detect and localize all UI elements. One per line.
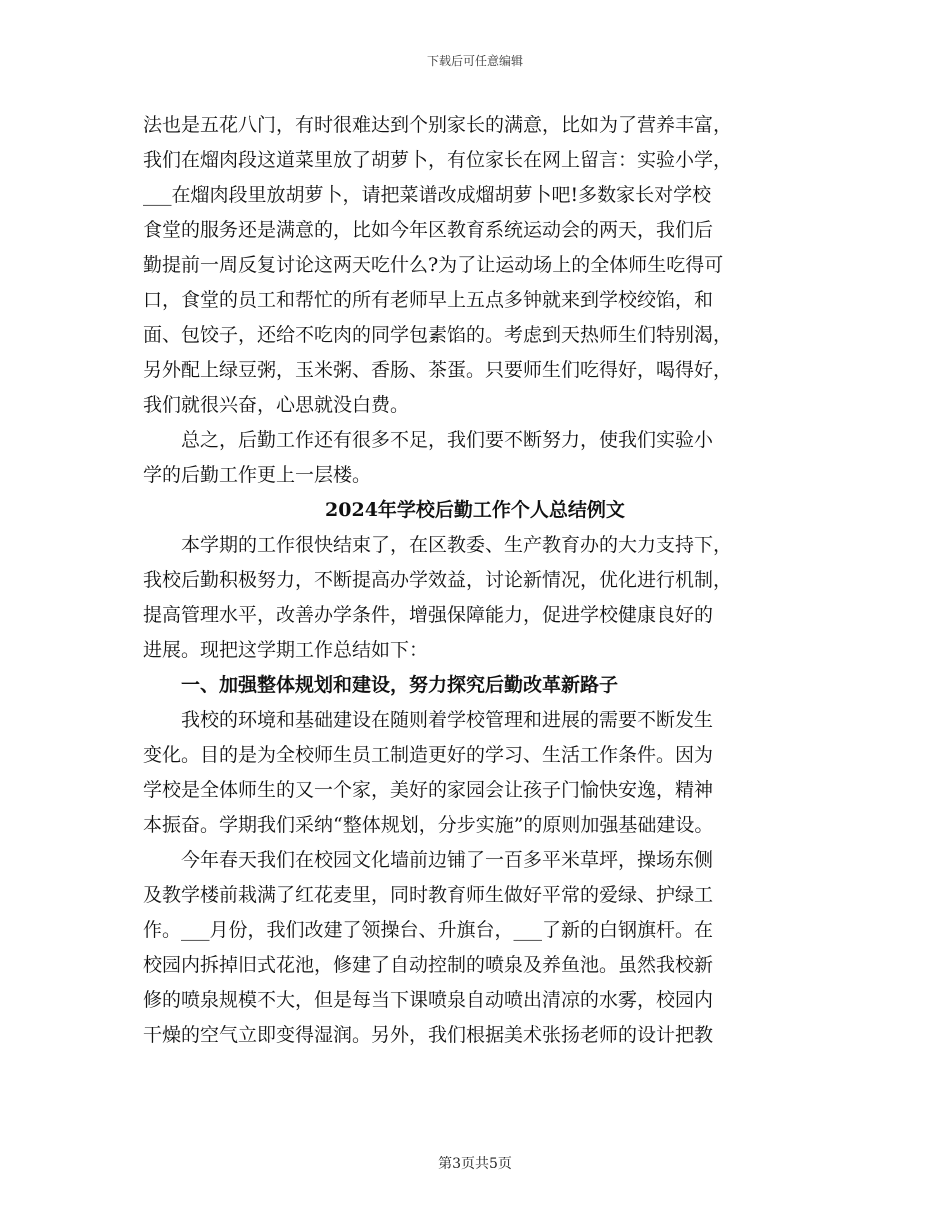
- body-line: 今年春天我们在校园文化墙前边铺了一百多平米草坪，操场东侧: [143, 849, 714, 871]
- body-line: ___在熘肉段里放胡萝卜，请把菜谱改成熘胡萝卜吧!多数家长对学校: [143, 184, 712, 206]
- body-line: 面、包饺子，还给不吃肉的同学包素馅的。考虑到天热师生们特别渴，: [143, 324, 733, 346]
- article-title: 2024年学校后勤工作个人总结例文: [325, 499, 625, 521]
- body-line: 我校后勤积极努力，不断提高办学效益，讨论新情况，优化进行机制，: [143, 569, 733, 591]
- body-line: 我校的环境和基础建设在随则着学校管理和进展的需要不断发生: [143, 709, 714, 731]
- body-line: 提高管理水平，改善办学条件，增强保障能力，促进学校健康良好的: [143, 604, 714, 626]
- body-line: 学校是全体师生的又一个家，美好的家园会让孩子门愉快安逸，精神: [143, 779, 714, 801]
- body-line: 修的喷泉规模不大，但是每当下课喷泉自动喷出清凉的水雾，校园内: [143, 989, 714, 1011]
- body-line: 校园内拆掉旧式花池，修建了自动控制的喷泉及养鱼池。虽然我校新: [143, 954, 714, 976]
- body-line: 我们就很兴奋，心思就没白费。: [143, 394, 410, 416]
- body-line: 本学期的工作很快结束了，在区教委、生产教育办的大力支持下，: [143, 534, 733, 556]
- body-line: 总之，后勤工作还有很多不足，我们要不断努力，使我们实验小: [143, 429, 714, 451]
- body-line: 勤提前一周反复讨论这两天吃什么?为了让运动场上的全体师生吃得可: [143, 254, 724, 276]
- body-line: 学的后勤工作更上一层楼。: [143, 464, 372, 486]
- body-line: 作。___月份，我们改建了领操台、升旗台，___了新的白钢旗杆。在: [143, 919, 714, 941]
- body-line: 变化。目的是为全校师生员工制造更好的学习、生活工作条件。因为: [143, 744, 714, 766]
- body-line: 口，食堂的员工和帮忙的所有老师早上五点多钟就来到学校绞馅，和: [143, 289, 714, 311]
- body-line: 我们在熘肉段这道菜里放了胡萝卜，有位家长在网上留言：实验小学，: [143, 149, 733, 171]
- body-line: 法也是五花八门，有时很难达到个别家长的满意，比如为了营养丰富，: [143, 114, 733, 136]
- body-line: 干燥的空气立即变得湿润。另外，我们根据美术张扬老师的设计把教: [143, 1024, 714, 1046]
- document-body: [143, 108, 807, 1053]
- body-line: 食堂的服务还是满意的，比如今年区教育系统运动会的两天，我们后: [143, 219, 714, 241]
- page-number: 第3页共5页: [438, 1156, 512, 1172]
- section-heading: 一、加强整体规划和建设，努力探究后勤改革新路子: [143, 674, 619, 696]
- body-line: 另外配上绿豆粥，玉米粥、香肠、茶蛋。只要师生们吃得好，喝得好，: [143, 359, 733, 381]
- body-line: 及教学楼前栽满了红花麦里，同时教育师生做好平常的爱绿、护绿工: [143, 884, 714, 906]
- body-line: 进展。现把这学期工作总结如下：: [143, 639, 429, 661]
- body-line: 本振奋。学期我们采纳“整体规划，分步实施”的原则加强基础建设。: [143, 814, 714, 836]
- page-header-note: 下载后可任意编辑: [426, 54, 523, 68]
